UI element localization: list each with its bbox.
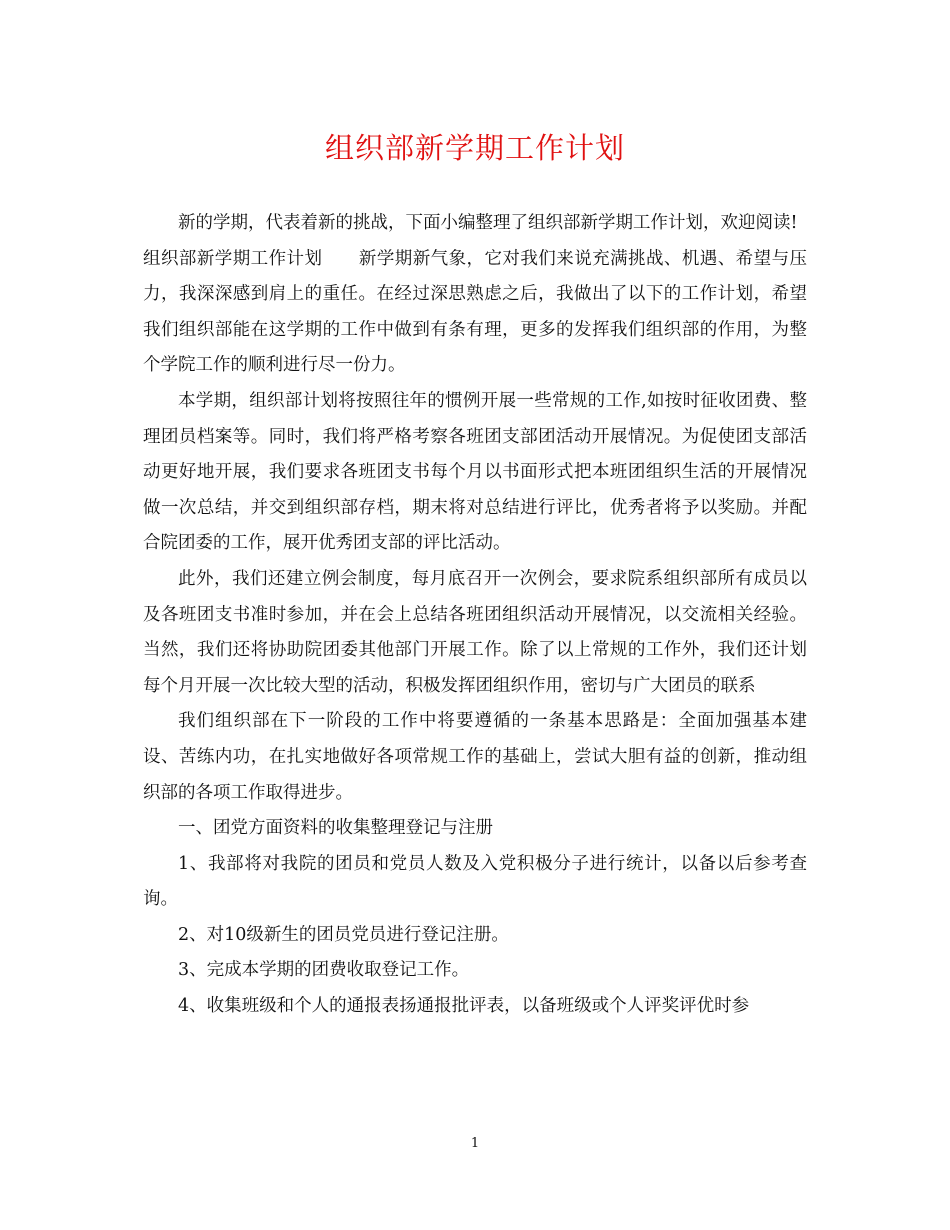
intro-paragraph: 新的学期，代表着新的挑战，下面小编整理了组织部新学期工作计划，欢迎阅读!	[178, 213, 798, 233]
paragraph-4: 我们组织部在下一阶段的工作中将要遵循的一条基本思路是：全面加强基本建设、苦练内功，在扎实地做好各项常规工作的基础上，尝试大胆有益的创新，推动组织部的各项工作取得进步。	[143, 711, 807, 803]
inline-heading: 组织部新学期工作计划	[143, 248, 323, 269]
document-title: 组织部新学期工作计划	[324, 131, 625, 165]
list-item: 4、收集班级和个人的通报表扬通报批评表，以备班级或个人评奖评优时参	[178, 996, 750, 1017]
paragraph-1	[143, 242, 807, 384]
paragraph-3: 此外，我们还建立例会制度，每月底召开一次例会，要求院系组织部所有成员以及各班团支书准时参加，并在会上总结各班团组织活动开展情况，以交流相关经验。当然，我们还将协助院团委其他部门开展工作。除了以上常规的工作外，我们还计划每个月开展一次比较大型的活动，积极发挥团组织作用，密切与广大团员的联系	[143, 568, 807, 696]
list-item: 2、对10级新生的团员党员进行登记注册。	[178, 924, 509, 945]
section-1-heading: 一、团党方面资料的收集整理登记与注册	[178, 818, 493, 839]
paragraph-1-text: 新学期新气象，它对我们来说充满挑战、机遇、希望与压力，我深深感到肩上的重任。在经过深思熟虑之后，我做出了以下的工作计划，希望我们组织部能在这学期的工作中做到有条有理，更多的发挥我们组织部的作用，为整个学院工作的顺利进行尽一份力。	[143, 248, 808, 376]
page-number: 1	[470, 1136, 480, 1151]
document-body	[143, 206, 807, 1025]
paragraph-2: 本学期，组织部计划将按照往年的惯例开展一些常规的工作,如按时征收团费、整理团员档案等。同时，我们将严格考察各班团支部团活动开展情况。为促使团支部活动更好地开展，我们要求各班团支书每个月以书面形式把本班团组织生活的开展情况做一次总结，并交到组织部存档，期末将对总结进行评比，优秀者将予以奖励。并配合院团委的工作，展开优秀团支部的评比活动。	[143, 390, 807, 554]
list-item: 3、完成本学期的团费收取登记工作。	[178, 960, 470, 981]
list-item: 1、我部将对我院的团员和党员人数及入党积极分子进行统计，以备以后参考查询。	[143, 853, 807, 910]
